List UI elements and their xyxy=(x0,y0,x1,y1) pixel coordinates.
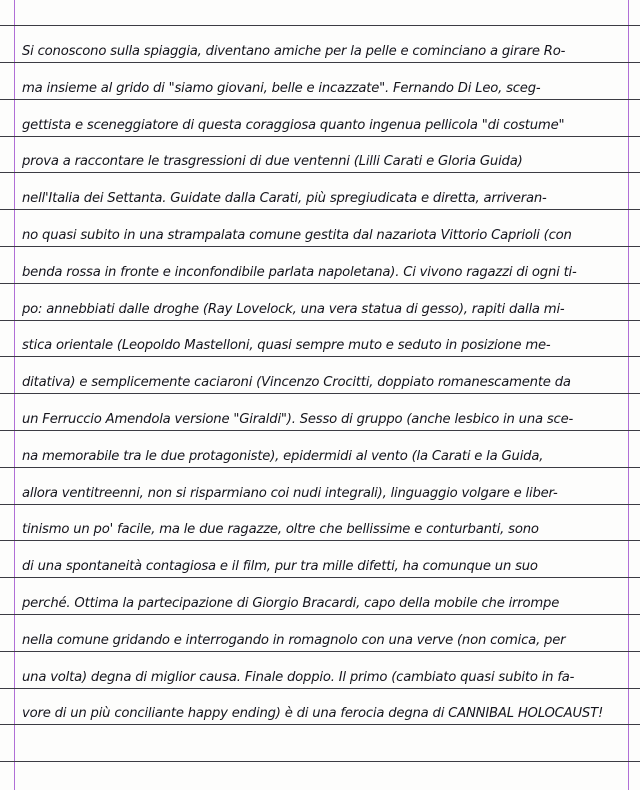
ruled-line xyxy=(0,99,640,100)
left-margin-line xyxy=(14,0,15,790)
ruled-line xyxy=(0,761,640,762)
ruled-line xyxy=(0,62,640,63)
right-margin-line xyxy=(628,0,629,790)
ruled-line xyxy=(0,356,640,357)
text-line: po: annebbiati dalle droghe (Ray Lovelock, una vera statua di gesso), rapiti dalla mi- xyxy=(22,302,565,317)
text-line: una volta) degna di miglior causa. Finale doppio. Il primo (cambiato quasi subito in fa- xyxy=(22,670,575,685)
ruled-line xyxy=(0,246,640,247)
ruled-line xyxy=(0,504,640,505)
ruled-line xyxy=(0,393,640,394)
text-line: Si conoscono sulla spiaggia, diventano amiche per la pelle e cominciano a girare Ro- xyxy=(22,44,566,59)
text-line: ditativa) e semplicemente caciaroni (Vincenzo Crocitti, doppiato romanescamente da xyxy=(22,375,571,390)
text-line: allora ventitreenni, non si risparmiano coi nudi integrali), linguaggio volgare e liber- xyxy=(22,486,558,501)
text-line: gettista e sceneggiatore di questa coraggiosa quanto ingenua pellicola "di costume" xyxy=(22,118,565,133)
ruled-line xyxy=(0,172,640,173)
text-line: stica orientale (Leopoldo Mastelloni, quasi sempre muto e seduto in posizione me- xyxy=(22,338,551,353)
text-line: no quasi subito in una strampalata comune gestita dal nazariota Vittorio Caprioli (con xyxy=(22,228,572,243)
ruled-line xyxy=(0,430,640,431)
ruled-line xyxy=(0,320,640,321)
text-line: nella comune gridando e interrogando in romagnolo con una verve (non comica, per xyxy=(22,633,566,648)
text-line: perché. Ottima la partecipazione di Giorgio Bracardi, capo della mobile che irrompe xyxy=(22,596,560,611)
ruled-line xyxy=(0,283,640,284)
ruled-line xyxy=(0,688,640,689)
ruled-line xyxy=(0,136,640,137)
text-line: prova a raccontare le trasgressioni di due ventenni (Lilli Carati e Gloria Guida) xyxy=(22,154,523,169)
text-line: benda rossa in fronte e inconfondibile parlata napoletana). Ci vivono ragazzi di ogni ti- xyxy=(22,265,577,280)
ruled-line xyxy=(0,467,640,468)
text-line: un Ferruccio Amendola versione "Giraldi"). Sesso di gruppo (anche lesbico in una sce- xyxy=(22,412,574,427)
text-line: vore di un più conciliante happy ending) è di una ferocia degna di CANNIBAL HOLOCAUST! xyxy=(22,706,604,721)
text-line: na memorabile tra le due protagoniste), epidermidi al vento (la Carati e la Guida, xyxy=(22,449,544,464)
ruled-line xyxy=(0,209,640,210)
text-line: di una spontaneità contagiosa e il film, pur tra mille difetti, ha comunque un suo xyxy=(22,559,538,574)
ruled-line xyxy=(0,577,640,578)
ruled-line xyxy=(0,651,640,652)
text-line: nell'Italia dei Settanta. Guidate dalla Carati, più spregiudicata e diretta, arriveran- xyxy=(22,191,547,206)
ruled-line xyxy=(0,25,640,26)
text-line: tinismo un po' facile, ma le due ragazze, oltre che bellissime e conturbanti, sono xyxy=(22,522,539,537)
ruled-line xyxy=(0,540,640,541)
text-line: ma insieme al grido di "siamo giovani, belle e incazzate". Fernando Di Leo, sceg- xyxy=(22,81,541,96)
ruled-line xyxy=(0,614,640,615)
ruled-line xyxy=(0,724,640,725)
